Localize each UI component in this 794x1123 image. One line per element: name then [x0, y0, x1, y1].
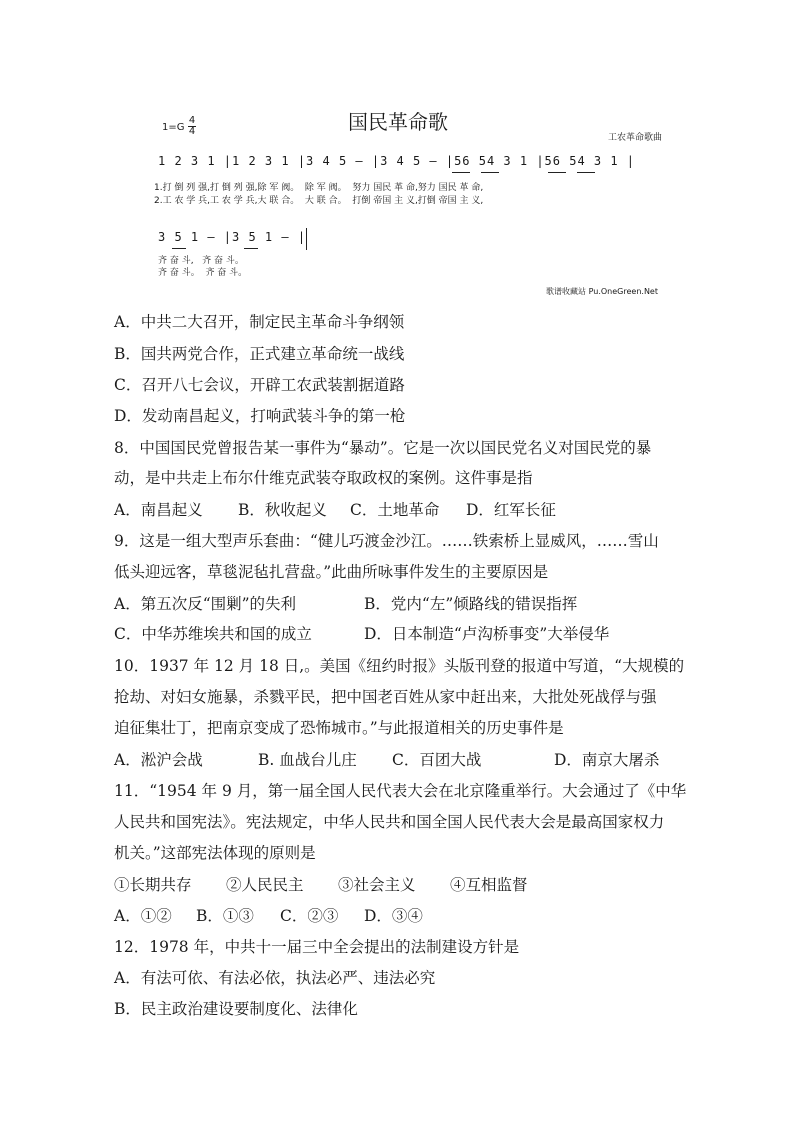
q7-option-c: C．召开八七会议，开辟工农武装割据道路 [114, 376, 405, 394]
q8-stem-line1: 8．中国国民党曾报告某一事件为“暴动”。它是一次以国民党名义对国民党的暴 [114, 439, 652, 457]
score-composer: 工农革命歌曲 [607, 133, 662, 143]
q10-option-a: A．淞沪会战 [114, 751, 203, 769]
q9-option-b: B．党内“左”倾路线的错误指挥 [364, 595, 578, 613]
q7-option-b: B．国共两党合作，正式建立革命统一战线 [114, 345, 405, 363]
q9-stem-line2: 低头迎远客，草毯泥毡扎营盘。”此曲所咏事件发生的主要原因是 [114, 563, 549, 581]
q11-stem-line1: 11．“1954 年 9 月，第一届全国人民代表大会在北京隆重举行。大会通过了《中华 [114, 782, 687, 800]
q11-option-b: B．①③ [196, 907, 254, 925]
score-title: 国民革命歌 [348, 110, 448, 134]
q10-option-d: D．南京大屠杀 [554, 751, 660, 769]
q11-option-c: C．②③ [280, 907, 339, 925]
q11-item-4: ④互相监督 [450, 876, 528, 894]
q9-stem-line1: 9．这是一组大型声乐套曲：“健儿巧渡金沙江。……铁索桥上显威风，……雪山 [114, 532, 659, 550]
score-row1-lyric1: 1.打 倒 列 强,打 倒 列 强,除 军 阀。 除 军 阀。 努力 国民 革 命,努力 国民 革 命, [154, 183, 484, 193]
q11-stem-line3: 机关。”这部宪法体现的原则是 [114, 844, 316, 862]
q11-option-a: A．①② [114, 907, 172, 925]
q8-option-a: A．南昌起义 [114, 501, 203, 519]
score-row2-lyric1: 齐 奋 斗, 齐 奋 斗。 [158, 256, 244, 266]
score-time-signature [188, 116, 196, 137]
music-score [150, 100, 670, 300]
score-row2-lyric2: 齐 奋 斗。 齐 奋 斗。 [158, 268, 248, 278]
time-top: 4 [188, 115, 196, 126]
score-row1-lyric2: 2.工 农 学 兵,工 农 学 兵,大 联 合。 大 联 合。 打倒 帝国 主 义,打倒 帝国 主 义, [154, 196, 484, 206]
q8-option-b: B．秋收起义 [238, 501, 327, 519]
q11-stem-line2: 人民共和国宪法》。宪法规定，中华人民共和国全国人民代表大会是最高国家权力 [114, 813, 665, 831]
score-key: 1=G [162, 122, 185, 133]
time-bottom: 4 [188, 126, 196, 137]
q12-stem-line1: 12．1978 年，中共十一届三中全会提出的法制建设方针是 [114, 938, 520, 956]
score-row2-notes: 3 5 1 – |3 5 1 – | [158, 230, 307, 244]
score-source: 歌谱收藏站 Pu.OneGreen.Net [546, 287, 658, 296]
q8-option-d: D．红军长征 [466, 501, 556, 519]
q7-option-d: D．发动南昌起义，打响武装斗争的第一枪 [114, 407, 406, 425]
score-row1-notes: 1 2 3 1 |1 2 3 1 |3 4 5 – |3 4 5 – |56 54 3 1 |56 54 3 1 | [158, 154, 636, 168]
q12-option-b: B．民主政治建设要制度化、法律化 [114, 1000, 358, 1018]
q10-stem-line1: 10．1937 年 12 月 18 日,。美国《纽约时报》头版刊登的报道中写道，“大规模的 [114, 657, 685, 675]
q8-option-c: C．土地革命 [350, 501, 440, 519]
q10-stem-line3: 迫征集壮丁，把南京变成了恐怖城市。”与此报道相关的历史事件是 [114, 719, 564, 737]
q11-item-1: ①长期共存 [114, 876, 192, 894]
q9-option-c: C．中华苏维埃共和国的成立 [114, 625, 312, 643]
q10-stem-line2: 抢劫、对妇女施暴，杀戮平民，把中国老百姓从家中赶出来，大批处死战俘与强 [114, 688, 657, 706]
q7-option-a: A．中共二大召开，制定民主革命斗争纲领 [114, 313, 405, 331]
q11-option-d: D．③④ [364, 907, 423, 925]
q12-option-a: A．有法可依、有法必依，执法必严、违法必究 [114, 969, 436, 987]
q11-item-3: ③社会主义 [338, 876, 416, 894]
q10-option-b: B. 血战台儿庄 [258, 751, 357, 769]
q9-option-a: A．第五次反“围剿”的失利 [114, 595, 297, 613]
q10-option-c: C．百团大战 [392, 751, 482, 769]
q11-item-2: ②人民民主 [226, 876, 304, 894]
q8-stem-line2: 动，是中共走上布尔什维克武装夺取政权的案例。这件事是指 [114, 469, 533, 487]
q9-option-d: D．日本制造“卢沟桥事变”大举侵华 [364, 625, 610, 643]
